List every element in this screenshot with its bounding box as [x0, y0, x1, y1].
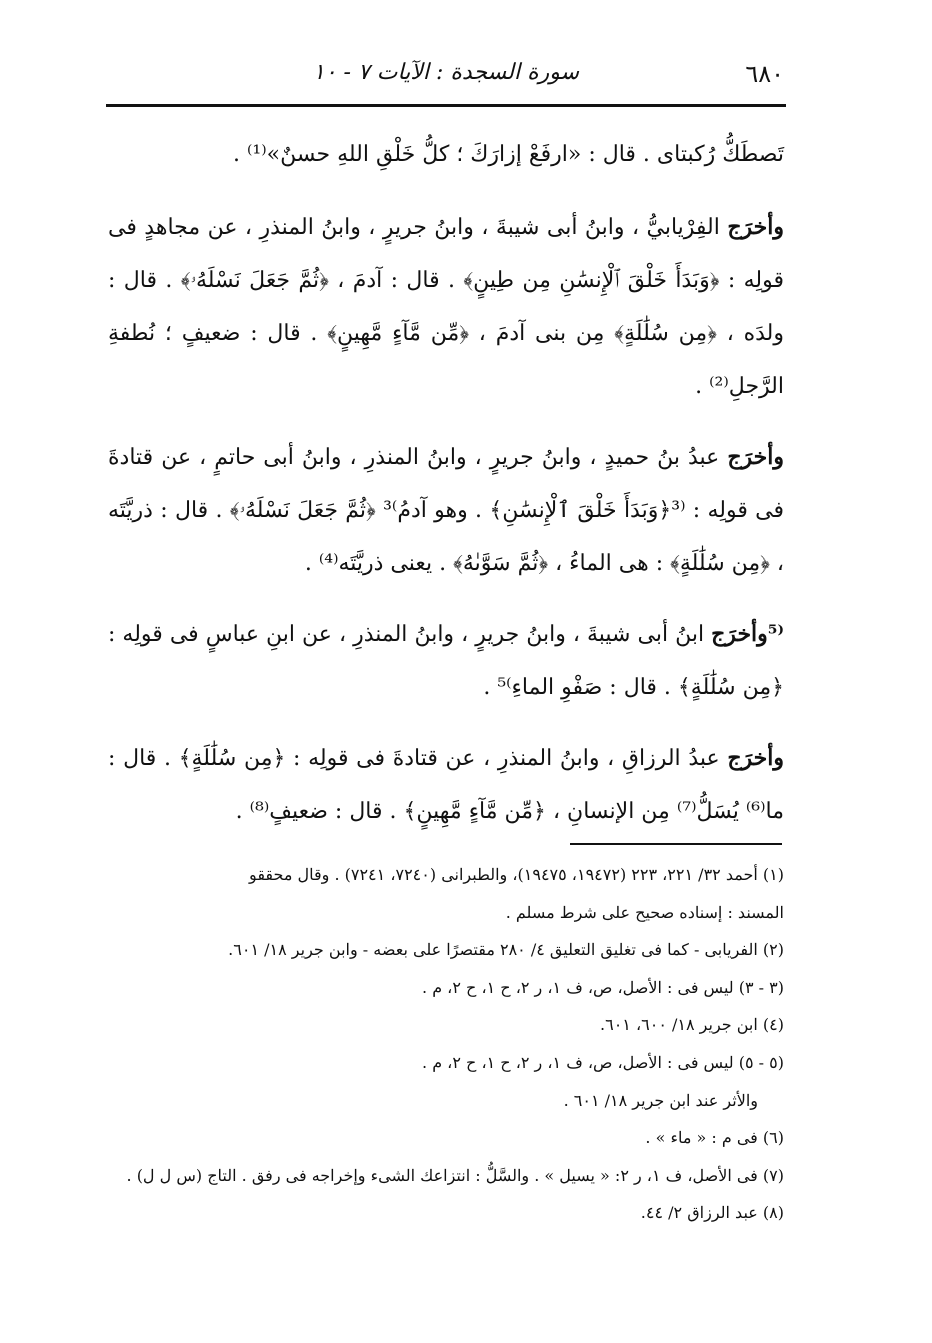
paragraph-lead: وأخرَج: [727, 745, 784, 771]
header-divider: [106, 104, 786, 107]
footnote-line: (٧) فى الأصل، ف ١، ر ٢: « يسيل » . والسَّلُّ : انتزاعك الشىء وإخراجه فى رفق . التاج (س ل ل) .: [126, 1165, 784, 1185]
paragraph-text: تَصطَكُّ رُكبتاى . قال : «ارفَعْ إزارَكَ ؛ كلُّ خَلْقِ اللهِ حسنٌ»⁽¹⁾ .: [233, 142, 784, 167]
paragraph-lead: وأخرَج: [727, 444, 784, 470]
footnote-line: (١) أحمد ٣٢/ ٢٢١، ٢٢٣ (١٩٤٧٢، ١٩٤٧٥)، والطبرانى (٧٢٤٠، ٧٢٤١) . وقال محققو: [249, 865, 784, 884]
paragraph-text: ابنُ أبى شيبةَ ، وابنُ جريرٍ ، وابنُ المنذرِ ، عن ابنِ عباسٍ فى قولِه : ﴿مِن سُلَٰلَةٍ﴾ . قال : صَفْوِ الماءِ⁾⁵ .: [108, 622, 784, 700]
footnote-line: المسند : إسناده صحيح على شرط مسلم .: [505, 902, 784, 922]
paragraph-lead: ⁽⁵وأخرَج: [711, 621, 784, 647]
paragraph: [108, 732, 784, 838]
running-title: سورة السجدة : الآيات ٧ - ١٠: [312, 60, 580, 85]
paragraph-lead: وأخرَج: [727, 214, 784, 240]
footnotes: [104, 856, 784, 1232]
running-head: [108, 56, 784, 96]
footnote-line: (٣ - ٣) ليس فى : الأصل، ص، ف ١، ر ٢، ح ١، ح ٢، م .: [422, 977, 784, 997]
paragraph: [108, 201, 784, 413]
footnote-line: (٨) عبد الرزاق ٢/ ٤٤.: [640, 1203, 784, 1223]
paragraph: [108, 128, 784, 181]
footnote-line: والأثر عند ابن جرير ١٨/ ٦٠١ .: [563, 1090, 758, 1110]
footnote-line: (٤) ابن جرير ١٨/ ٦٠٠، ٦٠١.: [600, 1015, 784, 1035]
page-number: ٦٨٠: [745, 60, 784, 88]
footnote-line: (٥ - ٥) ليس فى : الأصل، ص، ف ١، ر ٢، ح ١، ح ٢، م .: [422, 1052, 784, 1072]
main-text: [108, 128, 784, 856]
paragraph: [108, 608, 784, 714]
footnote-line: (٢) الفريابى - كما فى تغليق التعليق ٤/ ٢٨٠ مقتصرًا على بعضه - وابن جرير ١٨/ ٦٠١.: [228, 940, 784, 960]
paragraph: [108, 431, 784, 590]
paragraph-text: عبدُ الرزاقِ ، وابنُ المنذرِ ، عن قتادةَ فى قولِه : ﴿مِن سُلَٰلَةٍ﴾ . قال : ما⁽⁶⁾ يُسَلُّ⁽⁷⁾ مِن الإنسانِ ، ﴿مِّن مَّآءٍ مَّهِينٍ﴾ . قال : ضعيفٍ⁽⁸⁾ .: [108, 746, 784, 824]
footnote-divider: [570, 843, 782, 845]
paragraph-text: الفِرْيابيُّ ، وابنُ أبى شيبةَ ، وابنُ جريرٍ ، وابنُ المنذرِ ، عن مجاهدٍ فى قولِه : ﴿وَبَدَأَ خَلْقَ ٱلْإِنسَٰنِ مِن طِينٍ﴾ . قال : آدمَ ، ﴿ثُمَّ جَعَلَ نَسْلَهُۥ﴾ . قال : ولدَه ، ﴿مِن سُلَٰلَةٍ﴾ مِن بنى آدمَ ، ﴿مِّن مَّآءٍ مَّهِينٍ﴾ . قال : ضعيفٍ ؛ نُطفةِ الرَّجلِ⁽²⁾ .: [108, 215, 784, 399]
footnote-line: (٦) فى م : « ماء » .: [645, 1128, 784, 1148]
paragraph-text: عبدُ بنُ حميدٍ ، وابنُ جريرٍ ، وابنُ المنذرِ ، وابنُ أبى حاتمٍ ، عن قتادةَ فى قولِه : ⁽³﴿وَبَدَأَ خَلْقَ ٱلْإِنسَٰنِ﴾ . وهو آدمُ⁾³ ﴿ثُمَّ جَعَلَ نَسْلَهُۥ﴾ . قال : ذريَّتَه ، ﴿مِن سُلَٰلَةٍ﴾ : هى الماءُ ، ﴿ثُمَّ سَوَّىٰهُ﴾ . يعنى ذريَّتَه⁽⁴⁾ .: [108, 445, 785, 576]
